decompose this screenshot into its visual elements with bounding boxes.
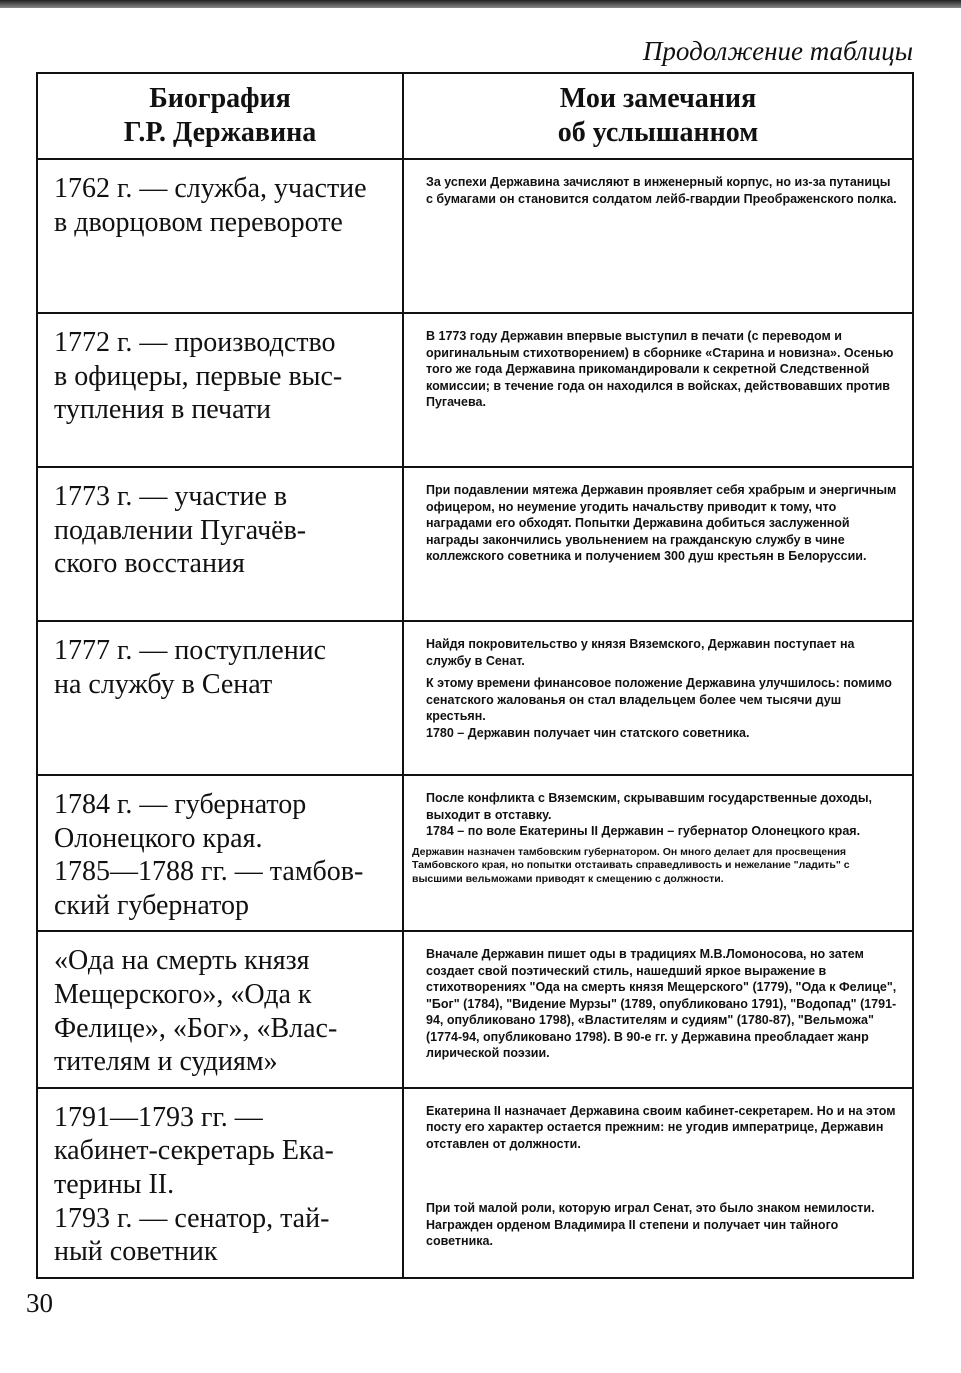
table-row	[37, 1088, 913, 1278]
notes-cell	[403, 159, 913, 313]
header-notes: Мои замечания об услышанном	[403, 73, 913, 159]
biography-table	[36, 72, 914, 1279]
table-row	[37, 931, 913, 1087]
table-row	[37, 159, 913, 313]
note-text: При подавлении мятежа Державин проявляет себя храбрым и энергичным офицером, но неумение угодить начальству приводит к тому, что наградами его обходят. Попытки Державина добиться заслуженной награды закончились увольнением на гражданскую службу в чине коллежского советника и получением 300 душ крестьян в Белоруссии.	[426, 483, 897, 563]
notes-cell	[403, 467, 913, 621]
note-text: За успехи Державина зачисляют в инженерный корпус, но из-за путаницы с бумагами он становится солдатом лейб-гвардии Преображенского полка.	[426, 175, 897, 206]
header-biography: Биография Г.Р. Державина	[37, 73, 403, 159]
page-number: 30	[26, 1288, 53, 1318]
bio-cell: «Ода на смерть князя Мещерского», «Ода к Фелице», «Бог», «Влас- тителям и судиям»	[37, 931, 403, 1087]
note-text: В 1773 году Державин впервые выступил в печати (с переводом и оригинальным стихотворением) в сборнике «Старина и новизна». Осенью того же года Державина прикомандировали к секретной Следственной комиссии; в течение года он находился в войсках, действовавших против Пугачева.	[426, 329, 894, 409]
bio-cell: 1777 г. — поступленис на службу в Сенат	[37, 621, 403, 775]
note-text: Найдя покровительство у князя Вяземского, Державин поступает на службу в Сенат.	[426, 637, 855, 668]
note-text: Екатерина II назначает Державина своим кабинет-секретарем. Но и на этом посту его характер остается прежним: не угодив императрице, Державин отставлен от должности.	[426, 1103, 896, 1151]
bio-cell: 1791—1793 гг. — кабинет-секретарь Ека- терины II. 1793 г. — сенатор, тай- ный советник	[37, 1088, 403, 1278]
bio-cell: 1773 г. — участие в подавлении Пугачёв- ского восстания	[37, 467, 403, 621]
bio-cell: 1784 г. — губернатор Олонецкого края. 1785—1788 гг. — тамбов- ский губернатор	[37, 775, 403, 931]
table-header-row	[37, 73, 913, 159]
table-row	[37, 775, 913, 931]
note-text: К этому времени финансовое положение Державина улучшилось: помимо сенатского жалованья он стал владельцем более чем тысячи душ крестьян. 1780 – Державин получает чин статского советника.	[426, 676, 892, 740]
table-row	[37, 621, 913, 775]
table-row	[37, 467, 913, 621]
notes-cell	[403, 931, 913, 1087]
continuation-title: Продолжение таблицы	[642, 36, 913, 66]
notes-cell	[403, 313, 913, 467]
table-row	[37, 313, 913, 467]
note-text: После конфликта с Вяземским, скрывавшим государственные доходы, выходит в отставку. 1784 – по воле Екатерины II Державин – губернатор Олонецкого края.	[426, 791, 873, 838]
bio-cell: 1772 г. — производство в офицеры, первые выс- тупления в печати	[37, 313, 403, 467]
bio-cell: 1762 г. — служба, участие в дворцовом перевороте	[37, 159, 403, 313]
note-text: При той малой роли, которую играл Сенат, это было знаком немилости. Награжден орденом Владимира II степени и получает чин тайного советника.	[426, 1201, 875, 1249]
note-text: Державин назначен тамбовским губернатором. Он много делает для просвещения Тамбовского края, но попытки отстаивать справедливость и нежелание "ладить" с высшими вельможами приводят к смещению с должности.	[412, 845, 850, 886]
note-text: Вначале Державин пишет оды в традициях М.В.Ломоносова, но затем создает свой поэтический стиль, нашедший яркое выражение в стихотворениях "Ода на смерть князя Мещерского" (1779), "Ода к Фелице", "Бог" (1784), "Видение Мурзы" (1789, опубликовано 1791), "Водопад" (1791-94, опубликовано 1798), «Властителям и судиям" (1780-87), "Вельможа" (1774-94, опубликовано 1798). В 90-е гг. у Державина преобладает жанр лирической поэзии.	[426, 947, 897, 1061]
scan-top-edge	[0, 0, 961, 8]
notes-cell	[403, 1088, 913, 1278]
notes-cell	[403, 775, 913, 931]
notes-cell	[403, 621, 913, 775]
